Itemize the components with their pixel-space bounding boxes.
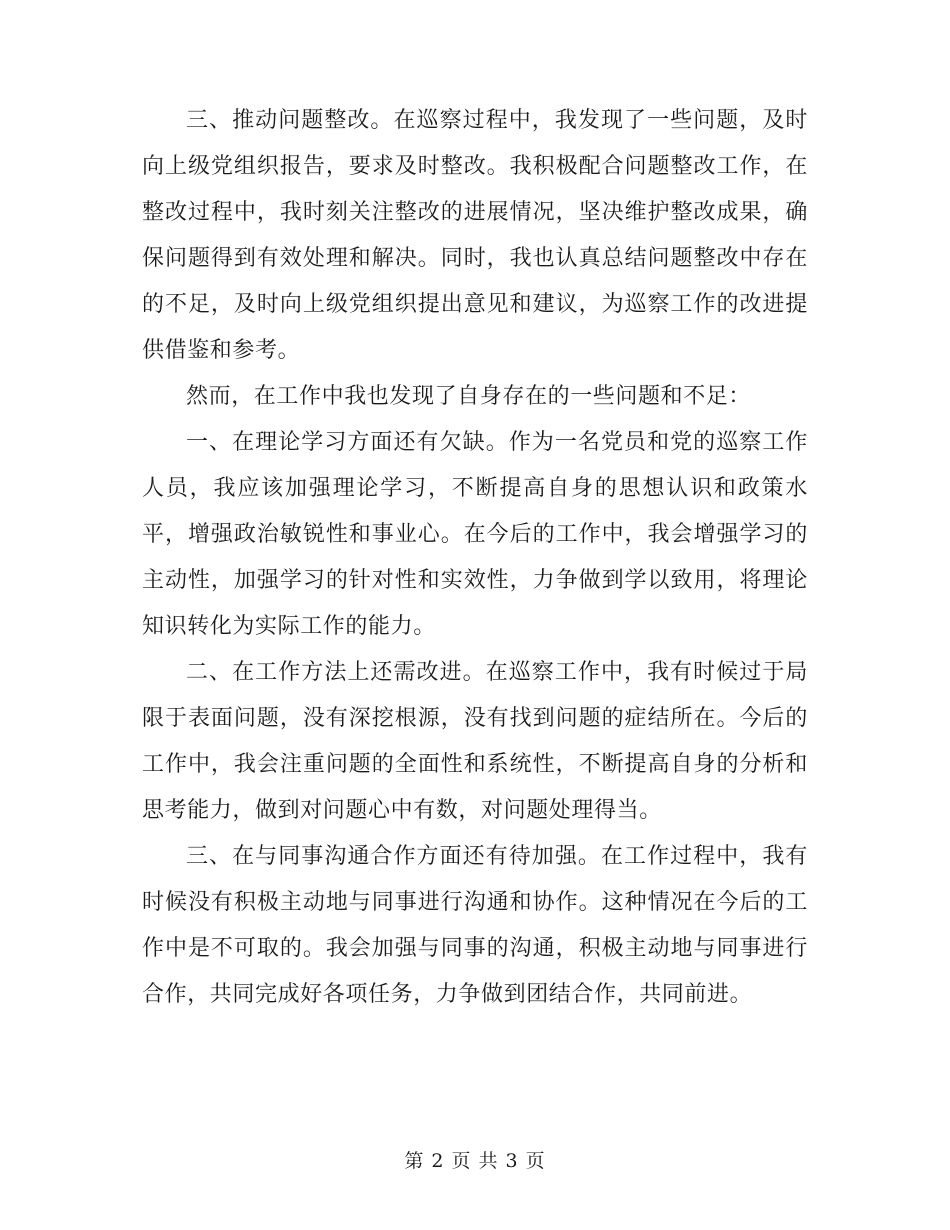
- paragraph-transition: 然而，在工作中我也发现了自身存在的一些问题和不足：: [186, 384, 752, 409]
- page-number-footer: 第 2 页 共 3 页: [404, 1150, 546, 1172]
- paragraph-work-method: 二、在工作方法上还需改进。在巡察工作中，我有时候过于局限于表面问题，没有深挖根源，没有找到问题的症结所在。今后的工作中，我会注重问题的全面性和系统性，不断提高自身的分析和思考能力，做到对问题心中有数，对问题处理得当。: [142, 660, 808, 823]
- document-body: [142, 98, 808, 1018]
- paragraph-communication: 三、在与同事沟通合作方面还有待加强。在工作过程中，我有时候没有积极主动地与同事进行沟通和协作。这种情况在今后的工作中是不可取的。我会加强与同事的沟通，积极主动地与同事进行合作，共同完成好各项任务，力争做到团结合作，共同前进。: [142, 844, 808, 1007]
- paragraph-rectification: 三、推动问题整改。在巡察过程中，我发现了一些问题，及时向上级党组织报告，要求及时整改。我积极配合问题整改工作，在整改过程中，我时刻关注整改的进展情况，坚决维护整改成果，确保问题得到有效处理和解决。同时，我也认真总结问题整改中存在的不足，及时向上级党组织提出意见和建议，为巡察工作的改进提供借鉴和参考。: [142, 108, 808, 363]
- paragraph-theory-study: 一、在理论学习方面还有欠缺。作为一名党员和党的巡察工作人员，我应该加强理论学习，不断提高自身的思想认识和政策水平，增强政治敏锐性和事业心。在今后的工作中，我会增强学习的主动性，加强学习的针对性和实效性，力争做到学以致用，将理论知识转化为实际工作的能力。: [142, 430, 808, 639]
